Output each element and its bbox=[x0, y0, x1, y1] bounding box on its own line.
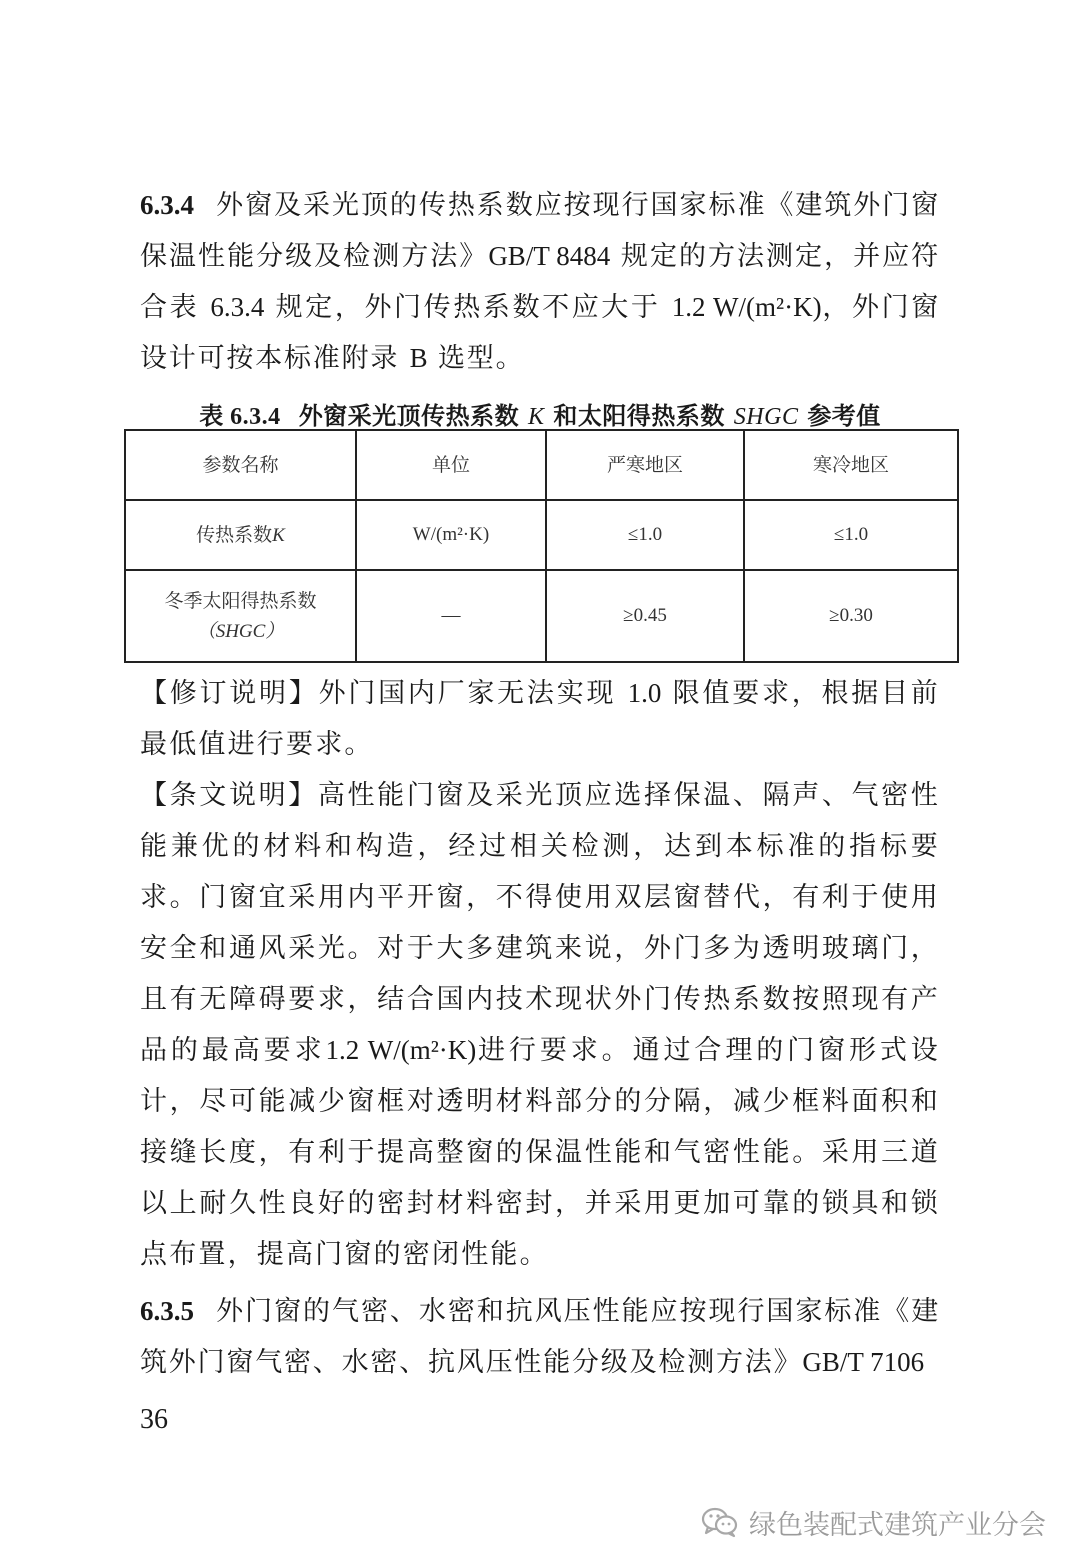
revision-note-text: 外门国内厂家无法实现 bbox=[318, 678, 617, 709]
header-unit: 单位 bbox=[356, 430, 546, 500]
clause-explanation-value: 1.2 W/(m²·K) bbox=[325, 1035, 477, 1065]
clause-explanation-text: 高性能门窗及采光顶应选择保温、隔声、气密性能兼优的材料和构造，经过相关检测，达到本标准的指标要求。门窗宜采用内平开窗，不得使用双层窗替代，有利于使用安全和通风采光。对于大多建筑来说，外门多为透明玻璃门，且有无障碍要求，结合国内技术现状外门传热系数按照现有产品的最高要求 bbox=[140, 780, 941, 1066]
wechat-icon bbox=[701, 1506, 739, 1538]
table-reference: 6.3.4 bbox=[210, 292, 265, 322]
header-severe-cold-region: 严寒地区 bbox=[546, 430, 744, 500]
clause-explanation-text: 进行要求。通过合理的门窗形式设计，尽可能减少窗框对透明材料部分的分隔，减少框料面积和接缝长度，有利于提高整窗的保温性能和气密性能。采用三道以上耐久性良好的密封材料密封，并采用更加可靠的锁具和锁点布置，提高门窗的密闭性能。 bbox=[140, 1035, 941, 1270]
page-number: 36 bbox=[140, 1404, 168, 1435]
clause-text: 选型。 bbox=[438, 343, 525, 374]
table-caption-text: 参考值 bbox=[807, 401, 881, 430]
standard-code: GB/T 8484 bbox=[488, 241, 611, 271]
clause-text: 规定，外门传热系数不应大于 bbox=[275, 292, 661, 323]
parameter-symbol: K bbox=[272, 524, 285, 546]
clause-number: 6.3.5 bbox=[140, 1296, 194, 1326]
table-caption-number: 表 6.3.4 bbox=[199, 404, 281, 430]
clause-explanation-label: 【条文说明】 bbox=[140, 780, 318, 811]
standard-code: GB/T 7106 bbox=[802, 1347, 925, 1377]
symbol-shgc: SHGC bbox=[733, 404, 799, 430]
revision-note bbox=[140, 668, 940, 770]
watermark-text: 绿色装配式建筑产业分会 bbox=[749, 1509, 1046, 1541]
limit-value: 1.2 W/(m²·K) bbox=[671, 292, 822, 322]
cell-unit: — bbox=[356, 570, 546, 662]
clause-text: 外窗及采光顶的传热系数应按现行国家标准《建筑外门窗保温性能分级及检测方法》 bbox=[140, 190, 940, 272]
header-cold-region: 寒冷地区 bbox=[744, 430, 958, 500]
cell-parameter-name bbox=[125, 500, 356, 570]
clause-text: 规定的方法测定，并应符合表 bbox=[140, 241, 940, 323]
clause-explanation bbox=[140, 770, 940, 1280]
table-caption-text: 和太阳得热系数 bbox=[553, 401, 725, 430]
revision-note-text: 限值要求，根据目前最低值进行要求。 bbox=[140, 678, 941, 760]
cell-cold-value: ≤1.0 bbox=[744, 500, 958, 570]
table-caption-text: 外窗采光顶传热系数 bbox=[298, 401, 520, 430]
parameter-symbol: （SHGC） bbox=[196, 620, 285, 642]
revision-note-label: 【修订说明】 bbox=[140, 678, 319, 709]
cell-unit: W/(m²·K) bbox=[356, 500, 546, 570]
cell-severe-cold-value: ≥0.45 bbox=[546, 570, 744, 662]
header-parameter-name: 参数名称 bbox=[125, 430, 356, 500]
table-caption bbox=[124, 396, 956, 431]
revision-note-value: 1.0 bbox=[627, 678, 662, 708]
table-row bbox=[125, 570, 958, 662]
cell-parameter-name bbox=[125, 570, 356, 662]
symbol-k: K bbox=[528, 404, 545, 430]
appendix-reference: B bbox=[409, 343, 428, 373]
clause-text: 外门窗的气密、水密和抗风压性能应按现行国家标准《建筑外门窗气密、水密、抗风压性能分级及检测方法》 bbox=[140, 1296, 940, 1378]
clause-text: ，外门窗设计可按本标准附录 bbox=[140, 292, 941, 374]
clause-6-3-4 bbox=[140, 180, 940, 384]
cell-cold-value: ≥0.30 bbox=[744, 570, 958, 662]
watermark bbox=[701, 1502, 1046, 1542]
cell-severe-cold-value: ≤1.0 bbox=[546, 500, 744, 570]
table-header-row bbox=[125, 430, 958, 500]
parameter-name: 传热系数 bbox=[196, 523, 273, 546]
parameter-name: 冬季太阳得热系数 bbox=[164, 589, 317, 612]
clause-number: 6.3.4 bbox=[140, 190, 194, 220]
table-row bbox=[125, 500, 958, 570]
parameter-table bbox=[124, 429, 959, 663]
clause-6-3-5 bbox=[140, 1286, 940, 1388]
